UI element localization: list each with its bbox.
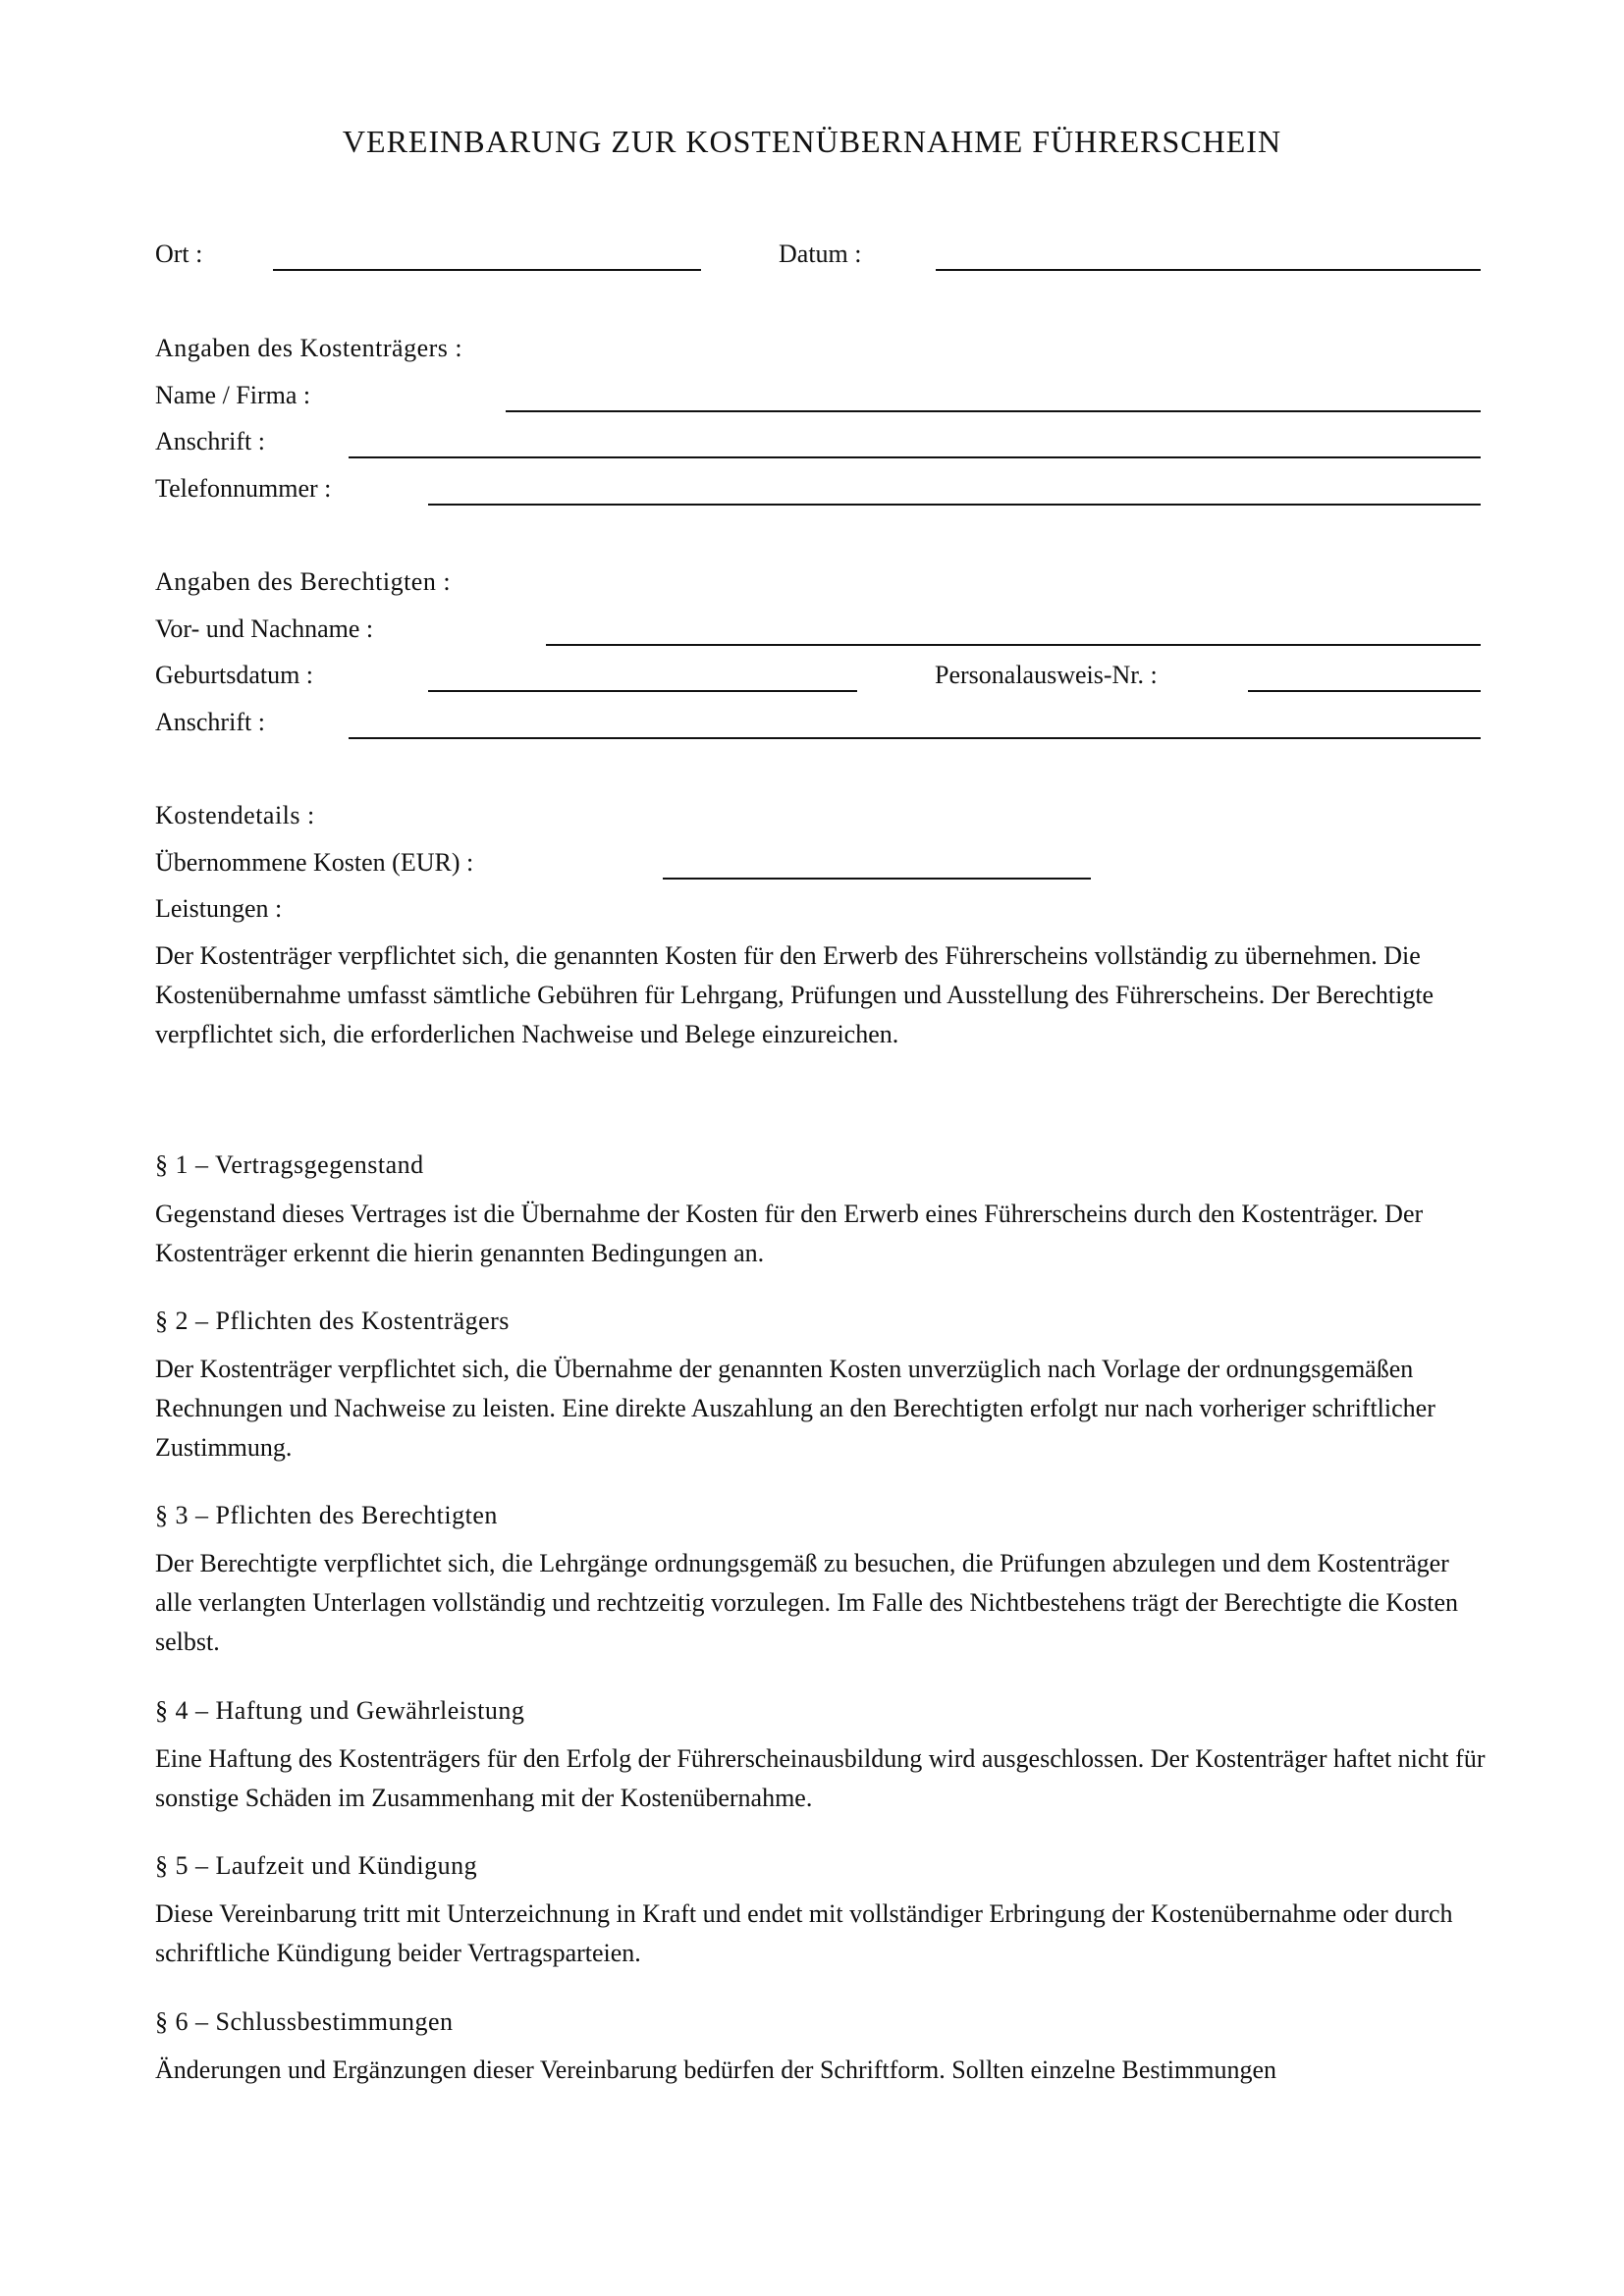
section-6-heading: § 6 – Schlussbestimmungen	[155, 2007, 454, 2036]
kostendetails-text: Der Kostenträger verpflichtet sich, die genannten Kosten für den Erwerb des Führerscheins vollständig zu übernehmen. Die Kostenübernahme umfasst sämtliche Gebühren für Lehrgang, Prüfungen und Ausstellung des Führerscheins. Der Berechtigte verpflichtet sich, die erforderlichen Nachweise und Belege einzureichen.	[155, 941, 1435, 1048]
ort-label: Ort :	[155, 240, 203, 268]
berechtigter-anschrift-field[interactable]	[349, 737, 1481, 739]
section-1-text: Gegenstand dieses Vertrages ist die Übernahme der Kosten für den Erwerb eines Führerscheins durch den Kostenträger. Der Kostenträger erkennt die hierin genannten Bedingungen an.	[155, 1200, 1424, 1267]
section-4-heading: § 4 – Haftung und Gewährleistung	[155, 1696, 525, 1725]
berechtigter-name-label: Vor- und Nachname :	[155, 614, 374, 643]
leistungen-label: Leistungen :	[155, 894, 283, 923]
berechtigter-heading: Angaben des Berechtigten :	[155, 567, 452, 596]
section-3-heading: § 3 – Pflichten des Berechtigten	[155, 1501, 498, 1529]
geburtsdatum-field[interactable]	[428, 690, 857, 692]
datum-field[interactable]	[936, 269, 1481, 271]
datum-label: Datum :	[779, 240, 862, 268]
ausweis-field[interactable]	[1248, 690, 1481, 692]
section-2-heading: § 2 – Pflichten des Kostenträgers	[155, 1307, 510, 1335]
kostentraeger-telefon-label: Telefonnummer :	[155, 474, 332, 503]
section-1-heading: § 1 – Vertragsgegenstand	[155, 1150, 424, 1179]
kostentraeger-heading: Angaben des Kostenträgers :	[155, 334, 463, 362]
section-5-heading: § 5 – Laufzeit und Kündigung	[155, 1851, 478, 1880]
section-3-text: Der Berechtigte verpflichtet sich, die Lehrgänge ordnungsgemäß zu besuchen, die Prüfungen abzulegen und dem Kostenträger alle verlangten Unterlagen vollständig und rechtzeitig vorzulegen. Im Falle des Nichtbestehens trägt der Berechtigte die Kosten selbst.	[155, 1549, 1458, 1656]
kostendetails-heading: Kostendetails :	[155, 801, 315, 829]
document-title: VEREINBARUNG ZUR KOSTENÜBERNAHME FÜHRERSCHEIN	[342, 124, 1282, 159]
ausweis-label: Personalausweis-Nr. :	[935, 661, 1158, 689]
kostentraeger-name-field[interactable]	[506, 410, 1481, 412]
kosten-label: Übernommene Kosten (EUR) :	[155, 848, 474, 877]
kostentraeger-name-label: Name / Firma :	[155, 381, 311, 409]
section-6-text: Änderungen und Ergänzungen dieser Vereinbarung bedürfen der Schriftform. Sollten einzelne Bestimmungen	[155, 2056, 1276, 2084]
berechtigter-anschrift-label: Anschrift :	[155, 708, 265, 736]
geburtsdatum-label: Geburtsdatum :	[155, 661, 314, 689]
section-4-text: Eine Haftung des Kostenträgers für den Erfolg der Führerscheinausbildung wird ausgeschlossen. Der Kostenträger haftet nicht für sonstige Schäden im Zusammenhang mit der Kostenübernahme.	[155, 1744, 1486, 1812]
section-2-text: Der Kostenträger verpflichtet sich, die Übernahme der genannten Kosten unverzüglich nach Vorlage der ordnungsgemäßen Rechnungen und Nachweise zu leisten. Eine direkte Auszahlung an den Berechtigten erfolgt nur nach vorheriger schriftlicher Zustimmung.	[155, 1355, 1435, 1462]
kosten-field[interactable]	[663, 878, 1091, 880]
kostentraeger-telefon-field[interactable]	[428, 504, 1481, 506]
section-5-text: Diese Vereinbarung tritt mit Unterzeichnung in Kraft und endet mit vollständiger Erbringung der Kostenübernahme oder durch schriftliche Kündigung beider Vertragsparteien.	[155, 1899, 1453, 1967]
berechtigter-name-field[interactable]	[546, 644, 1481, 646]
ort-field[interactable]	[273, 269, 701, 271]
kostentraeger-anschrift-label: Anschrift :	[155, 427, 265, 455]
kostentraeger-anschrift-field[interactable]	[349, 456, 1481, 458]
